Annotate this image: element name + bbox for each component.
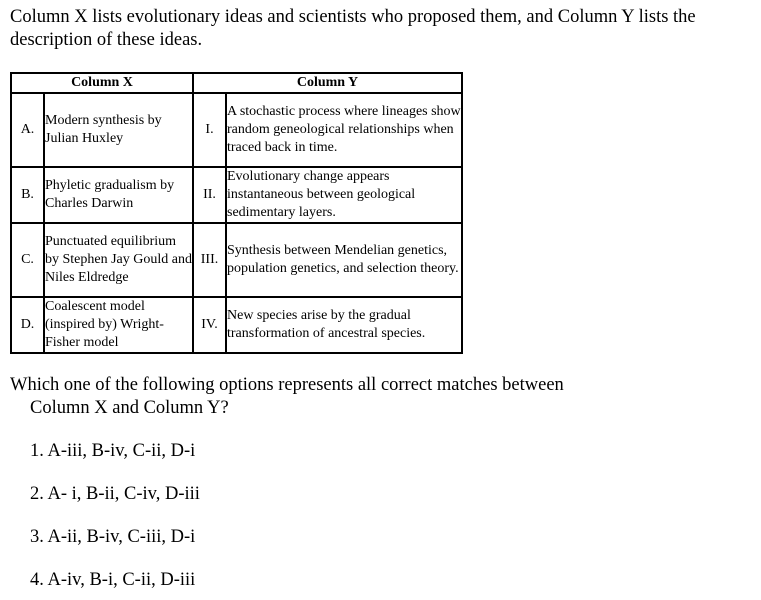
y-text: Synthesis between Mendelian genetics, population genetics, and selection theory. [226, 223, 462, 297]
column-y-header: Column Y [193, 73, 462, 93]
option-1[interactable]: 1. A-iii, B-iv, C-ii, D-i [30, 441, 196, 461]
y-text: Evolutionary change appears instantaneous between geological sedimentary layers. [226, 167, 462, 223]
x-label: D. [11, 297, 44, 353]
x-text: Coalescent model (inspired by) Wright- Fisher model [44, 297, 193, 353]
x-label: A. [11, 93, 44, 167]
column-x-header: Column X [11, 73, 193, 93]
option-2[interactable]: 2. A- i, B-ii, C-iv, D-iii [30, 484, 200, 504]
match-table [10, 72, 463, 354]
option-4[interactable]: 4. A-iv, B-i, C-ii, D-iii [30, 570, 196, 590]
table-header-row [11, 73, 462, 93]
question-line-2: Column X and Column Y? [30, 398, 229, 418]
x-text: Punctuated equilibrium by Stephen Jay Gould and Niles Eldredge [44, 223, 193, 297]
x-label: B. [11, 167, 44, 223]
x-text: Phyletic gradualism by Charles Darwin [44, 167, 193, 223]
y-label: II. [193, 167, 226, 223]
y-label: IV. [193, 297, 226, 353]
table-row [11, 93, 462, 167]
table-row [11, 297, 462, 353]
x-text: Modern synthesis by Julian Huxley [44, 93, 193, 167]
question-text [10, 374, 750, 420]
option-3[interactable]: 3. A-ii, B-iv, C-iii, D-i [30, 527, 196, 547]
y-text: New species arise by the gradual transformation of ancestral species. [226, 297, 462, 353]
x-label: C. [11, 223, 44, 297]
y-label: III. [193, 223, 226, 297]
table-row [11, 167, 462, 223]
y-label: I. [193, 93, 226, 167]
question-line-1: Which one of the following options represents all correct matches between [10, 375, 564, 395]
intro-text: Column X lists evolutionary ideas and scientists who proposed them, and Column Y lists the description of these ideas. [10, 7, 696, 50]
y-text: A stochastic process where lineages show random geneological relationships when traced back in time. [226, 93, 462, 167]
table-row [11, 223, 462, 297]
